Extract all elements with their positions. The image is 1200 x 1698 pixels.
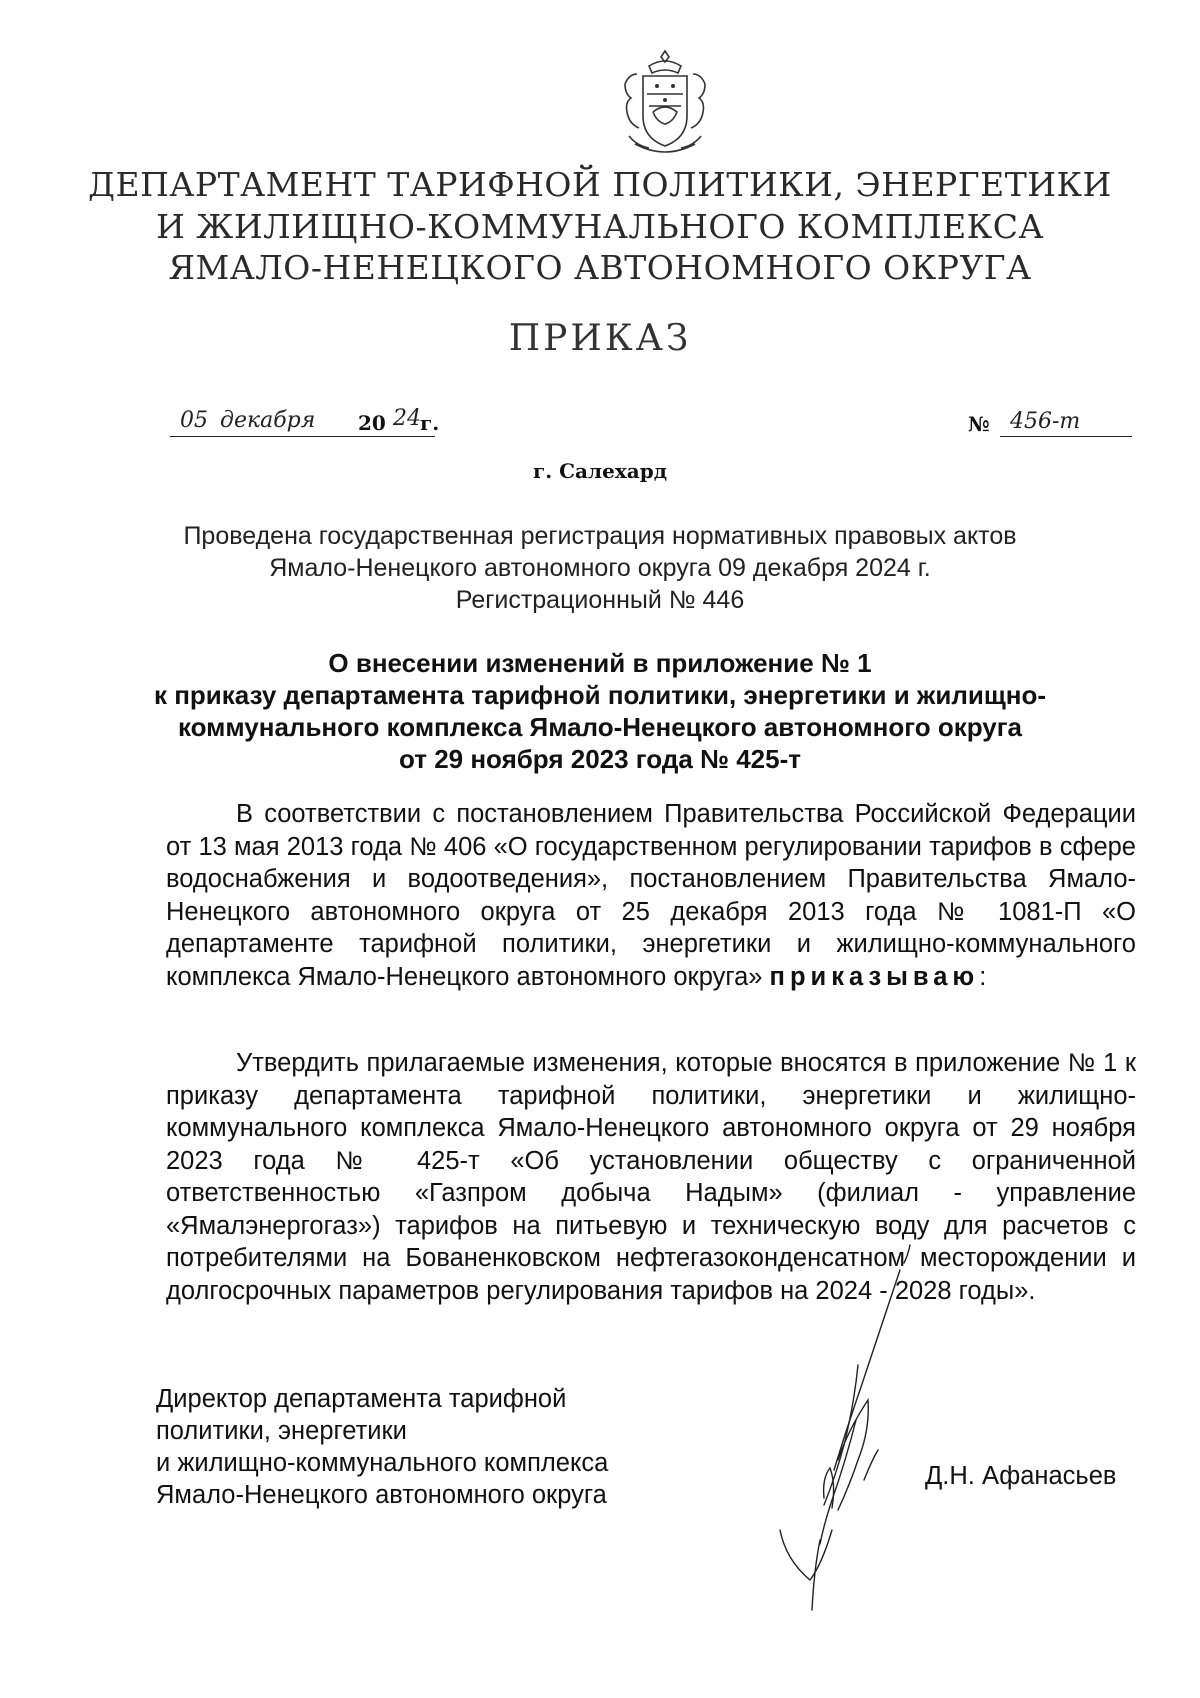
coat-of-arms-emblem [615,48,715,160]
registration-line-2: Ямало-Ненецкого автономного округа 09 декабря 2024 г. [269,554,931,582]
order-title-line-1: О внесении изменений в приложение № 1 [328,648,872,678]
body-paragraph-1 [166,798,1136,993]
signatory-position-line-4: Ямало-Ненецкого автономного округа [156,1481,607,1509]
department-name-line-3: ЯМАЛО-НЕНЕЦКОГО АВТОНОМНОГО ОКРУГА [168,248,1032,287]
registration-line-3: Регистрационный № 446 [455,586,745,614]
department-name-line-1: ДЕПАРТАМЕНТ ТАРИФНОЙ ПОЛИТИКИ, ЭНЕРГЕТИКИ [88,165,1112,204]
number-underline [1000,436,1132,437]
date-day: 05 [180,408,208,433]
paragraph-1-text: В соответствии с постановлением Правительства Российской Федерации от 13 мая 2013 года № 406 «О государственном регулировании тарифов в сфере водоснабжения и водоотведения», постановлением Правительства Ямало-Ненецкого автономного округа от 25 декабря 2013 года № 1081-П «О департаменте тарифной политики, энергетики и жилищно-коммунального комплекса Ямало-Ненецкого автономного округа» [166,800,1136,991]
paragraph-2-text: Утвердить прилагаемые изменения, которые вносятся в приложение № 1 к приказу департамента тарифной политики, энергетики и жилищно-коммунального комплекса Ямало-Ненецкого автономного округа от 29 ноября 2023 года № 425-т «Об установлении обществу с ограниченной ответственностью «Газпром добыча Надым» (филиал - управление «Ямалэнергогаз») тарифов на питьевую и техническую воду для расчетов с потребителями на Бованенковском нефтегазоконденсатном месторождении и долгосрочных параметров регулирования тарифов на 2024 - 2028 годы». [166,1049,1136,1305]
order-title-line-4: от 29 ноября 2023 года № 425-т [399,744,801,774]
city: г. Салехард [532,459,668,483]
signatory-position-line-1: Директор департамента тарифной [156,1385,567,1413]
department-name-line-2: И ЖИЛИЩНО-КОММУНАЛЬНОГО КОМПЛЕКСА [156,207,1044,246]
document-type: ПРИКАЗ [508,318,692,359]
order-verb: приказываю [769,962,980,991]
signatory-position-line-2: политики, энергетики [156,1417,407,1445]
signatory-position-line-3: и жилищно-коммунального комплекса [156,1449,609,1477]
date-year-prefix: 20 [358,411,386,435]
date-year-suffix: 24 [393,406,421,431]
date-year-abbrev: г. [420,411,440,435]
registration-line-1: Проведена государственная регистрация нормативных правовых актов [183,522,1017,550]
date-underline [170,436,435,437]
body-paragraph-2 [166,1047,1136,1307]
number-label: № [968,412,990,436]
order-title-line-2: к приказу департамента тарифной политики, энергетики и жилищно- [153,680,1047,710]
document-number: 456-т [1010,409,1081,434]
date-month: декабря [220,408,316,433]
signatory-name: Д.Н. Афанасьев [925,1462,1117,1490]
handwritten-signature [760,1240,940,1620]
order-title-line-3: коммунального комплекса Ямало-Ненецкого автономного округа [177,712,1023,742]
paragraph-1-end: : [979,962,987,991]
